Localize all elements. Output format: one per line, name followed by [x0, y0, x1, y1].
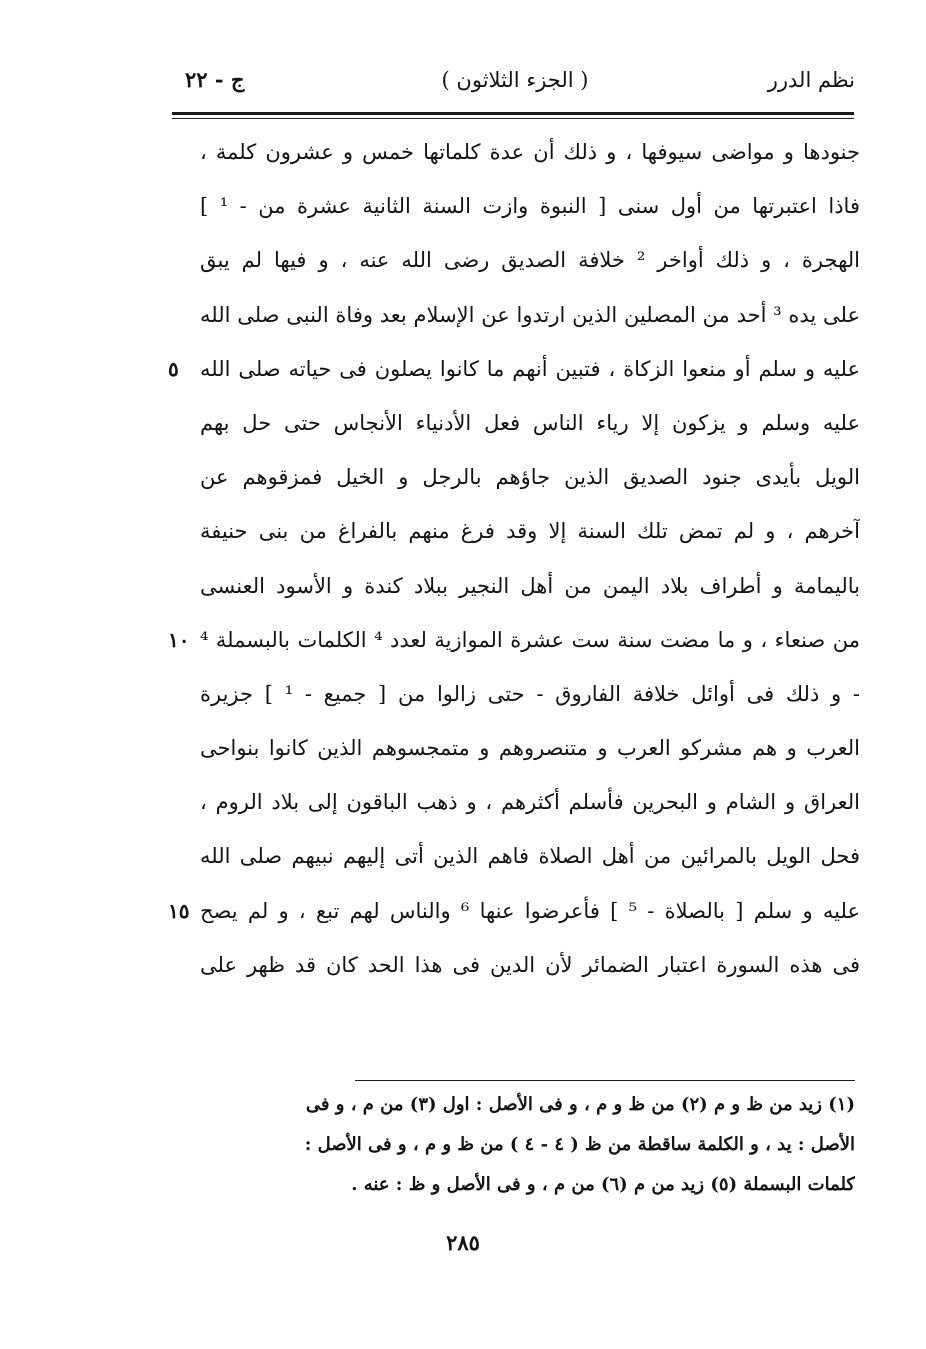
line-text: فاذا اعتبرتها من أول سنى [ النبوة وازت السنة الثانية عشرة من - ¹ ]	[200, 194, 860, 219]
main-text	[160, 125, 860, 992]
volume-number: ج - ٢٢	[185, 67, 245, 92]
text-line	[160, 125, 860, 179]
line-text: عليه و سلم [ بالصلاة - ⁵ ] فأعرضوا عنها ⁶ والناس لهم تبع ، و لم يصح	[200, 898, 860, 923]
text-line	[160, 450, 860, 504]
line-number: ١٠	[168, 627, 190, 652]
line-text: العراق و الشام و البحرين فأسلم أكثرهم ، و ذهب الباقون إلى بلاد الروم ،	[200, 790, 860, 815]
footnote-line: (١) زيد من ظ و م (٢) من ظ و م ، و فى الأصل : اول (٣) من م ، و فى	[305, 1094, 855, 1115]
footnote-line: كلمات البسملة (٥) زيد من م (٦) من م ، و فى الأصل و ظ : عنه .	[351, 1174, 855, 1195]
running-header	[175, 60, 855, 100]
line-number: ١٥	[168, 898, 190, 923]
text-line	[160, 884, 860, 938]
text-line	[160, 775, 860, 829]
line-text: على يده ³ أحد من المصلين الذين ارتدوا عن الإسلام بعد وفاة النبى صلى الله	[200, 302, 860, 327]
part-title: ( الجزء الثلاثون )	[441, 68, 589, 92]
page-number: ٢٨٥	[446, 1230, 480, 1255]
text-line	[160, 613, 860, 667]
text-line	[160, 504, 860, 558]
header-rule-thin	[172, 118, 854, 119]
text-line	[160, 396, 860, 450]
footnotes	[200, 1085, 855, 1205]
text-line	[160, 559, 860, 613]
text-line	[160, 233, 860, 287]
text-line	[160, 342, 860, 396]
text-line	[160, 179, 860, 233]
line-number: ٥	[168, 356, 179, 381]
line-text: آخرهم ، و لم تمض تلك السنة إلا وقد فرغ منهم بالفراغ من بنى حنيفة	[200, 519, 860, 544]
book-title: نظم الدرر	[767, 68, 855, 92]
line-text: عليه وسلم و يزكون إلا رياء الناس فعل الأدنياء الأنجاس حتى حل بهم	[200, 410, 860, 435]
line-text: عليه و سلم أو منعوا الزكاة ، فتبين أنهم ما كانوا يصلون فى حياته صلى الله	[200, 356, 860, 381]
text-line	[160, 721, 860, 775]
line-text: جنودها و مواضى سيوفها ، و ذلك أن عدة كلماتها خمس و عشرون كلمة ،	[200, 140, 860, 164]
line-text: الويل بأيدى جنود الصديق الذين جاؤهم بالرجل و الخيل فمزقوهم عن	[200, 465, 860, 490]
line-text: فحل الويل بالمرائين من أهل الصلاة فاهم الذين أتى إليهم نبيهم صلى الله	[200, 844, 860, 869]
line-text: من صنعاء ، و ما مضت سنة ست عشرة الموازية لعدد ⁴ الكلمات بالبسملة ⁴	[200, 627, 860, 652]
text-line	[160, 667, 860, 721]
header-rule-thick	[172, 112, 854, 115]
footnote-line: الأصل : يد ، و الكلمة ساقطة من ظ ( ٤ - ٤ ) من ظ و م ، و فى الأصل :	[304, 1134, 855, 1155]
line-text: فى هذه السورة اعتبار الضمائر لأن الدين فى هذا الحد كان قد ظهر على	[200, 952, 860, 977]
line-text: باليمامة و أطراف بلاد اليمن من أهل النجير ببلاد كندة و الأسود العنسى	[200, 573, 860, 598]
line-text: - و ذلك فى أوائل خلافة الفاروق - حتى زالوا من [ جميع - ¹ ] جزيرة	[200, 681, 860, 706]
text-line	[160, 829, 860, 883]
footnote-rule	[355, 1080, 855, 1081]
line-text: العرب و هم مشركو العرب و متنصروهم و متمجسوهم الذين كانوا بنواحى	[200, 736, 860, 761]
line-text: الهجرة ، و ذلك أواخر ² خلافة الصديق رضى الله عنه ، و فيها لم يبق	[200, 248, 860, 273]
text-line	[160, 288, 860, 342]
text-line	[160, 938, 860, 992]
